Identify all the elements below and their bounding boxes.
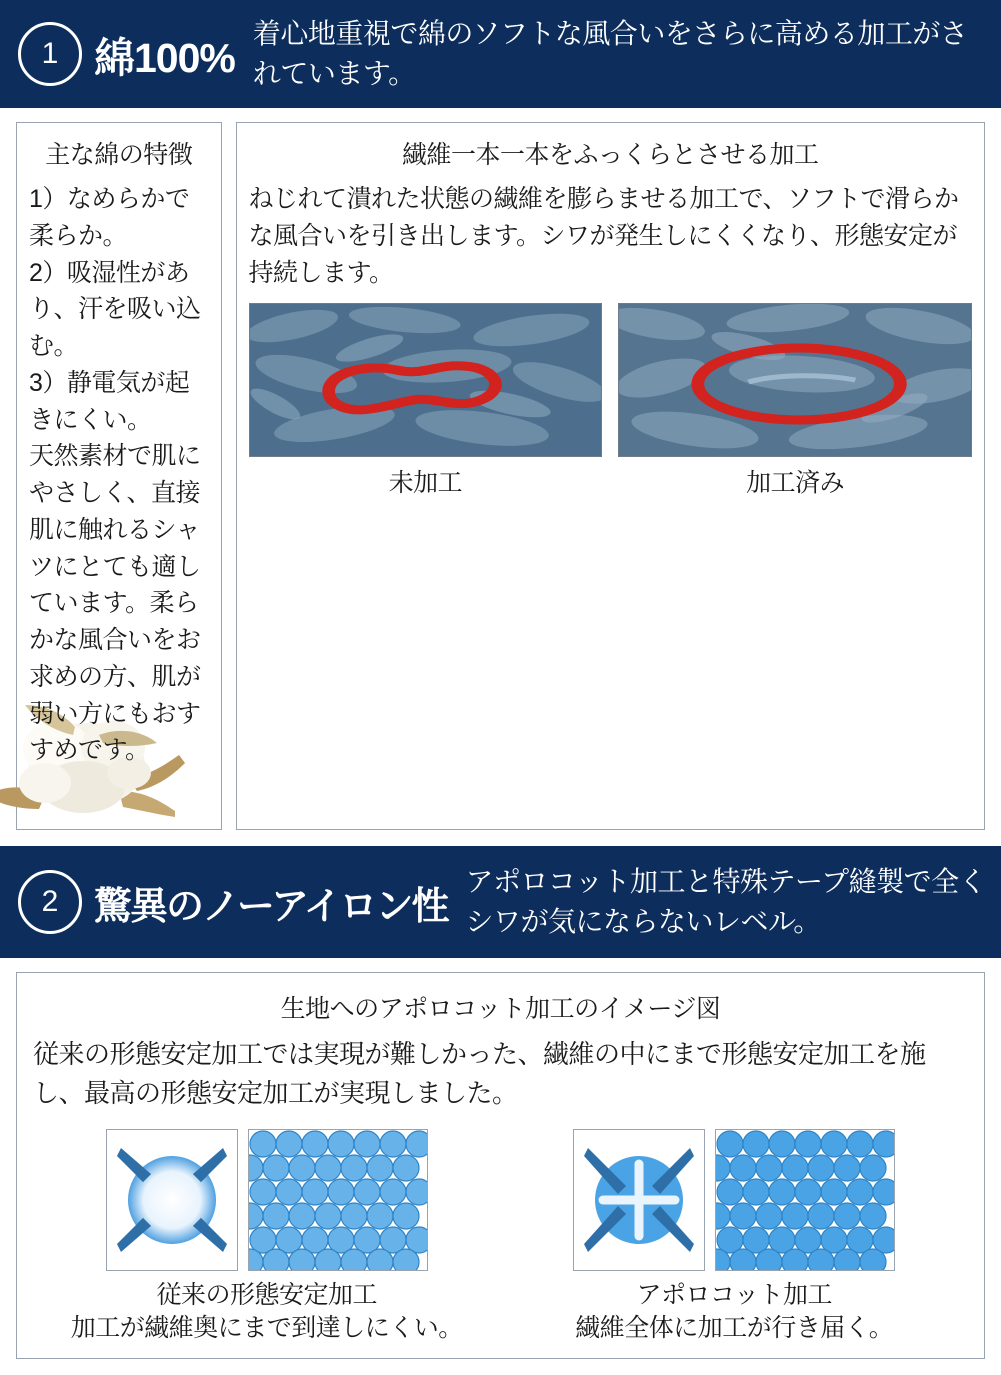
diagram-conventional-fiber [106, 1129, 238, 1271]
photo-untreated [249, 303, 603, 499]
section-1-header [0, 0, 1001, 108]
diagram-apollocot-caption [524, 1279, 944, 1344]
microscope-photo-row [249, 303, 972, 499]
section-1-number: 1 [18, 22, 82, 86]
section-2-title: 驚異のノーアイロン性 [94, 885, 448, 928]
diagram-conventional-fabric [248, 1129, 428, 1271]
diagram-apollocot-caption-line1: アポロコット加工 [636, 1281, 832, 1309]
diagram-conventional-caption-line1: 従来の形態安定加工 [156, 1281, 377, 1309]
section-2-header [0, 846, 1001, 958]
diagram-conventional [57, 1129, 477, 1344]
diagram-conventional-caption [57, 1279, 477, 1344]
cotton-features-card [16, 122, 222, 830]
diagram-apollocot-fiber [573, 1129, 705, 1271]
diagram-apollocot-caption-line2: 繊維全体に加工が行き届く。 [575, 1313, 894, 1342]
diagram-apollocot [524, 1129, 944, 1344]
fiber-process-card [236, 122, 985, 830]
diagram-apollocot-fabric [715, 1129, 895, 1271]
photo-treated [618, 303, 972, 499]
photo-untreated-image [249, 303, 603, 457]
section-1-body [0, 108, 1001, 846]
apollocot-diagram-title: 生地へのアポロコット加工のイメージ図 [280, 995, 721, 1023]
photo-untreated-caption: 未加工 [388, 469, 463, 498]
section-1-title: 綿100% [94, 34, 235, 81]
photo-treated-caption: 加工済み [746, 469, 845, 498]
cotton-feature-item-3: 3）静電気が起きにくい。 [29, 368, 190, 434]
section-1-subtitle: 着心地重視で綿のソフトな風合いをさらに高める加工がされています。 [252, 18, 968, 89]
section-2-number: 2 [18, 870, 82, 934]
diagram-conventional-caption-line2: 加工が繊維奥にまで到達しにくい。 [70, 1313, 463, 1342]
section-2-body [0, 958, 1001, 1375]
section-2-subtitle: アポロコット加工と特殊テープ縫製で全くシワが気にならないレベル。 [465, 866, 987, 937]
cotton-features-title: 主な綿の特徴 [45, 141, 193, 169]
apollocot-diagram-card [16, 972, 985, 1359]
cotton-feature-item-2: 2）吸湿性があり、汗を吸い込む。 [29, 258, 201, 360]
apollocot-diagram-body: 従来の形態安定加工では実現が難しかった、繊維の中にまで形態安定加工を施し、最高の形態安定加工が実現しました。 [33, 1039, 926, 1108]
photo-treated-image [618, 303, 972, 457]
diagram-row [33, 1129, 968, 1344]
fiber-process-body: ねじれて潰れた状態の繊維を膨らませる加工で、ソフトで滑らかな風合いを引き出します。シワが発生しにくくなり、形態安定が持続します。 [248, 185, 959, 287]
section-1-columns [16, 122, 985, 830]
cotton-features-body: 天然素材で肌にやさしく、直接肌に触れるシャツにとても適しています。柔らかな風合いをお求めの方、肌が弱い方にもおすすめです。 [29, 442, 201, 765]
cotton-feature-item-1: 1）なめらかで柔らか。 [29, 185, 190, 250]
fiber-process-title: 繊維一本一本をふっくらとさせる加工 [402, 141, 819, 169]
